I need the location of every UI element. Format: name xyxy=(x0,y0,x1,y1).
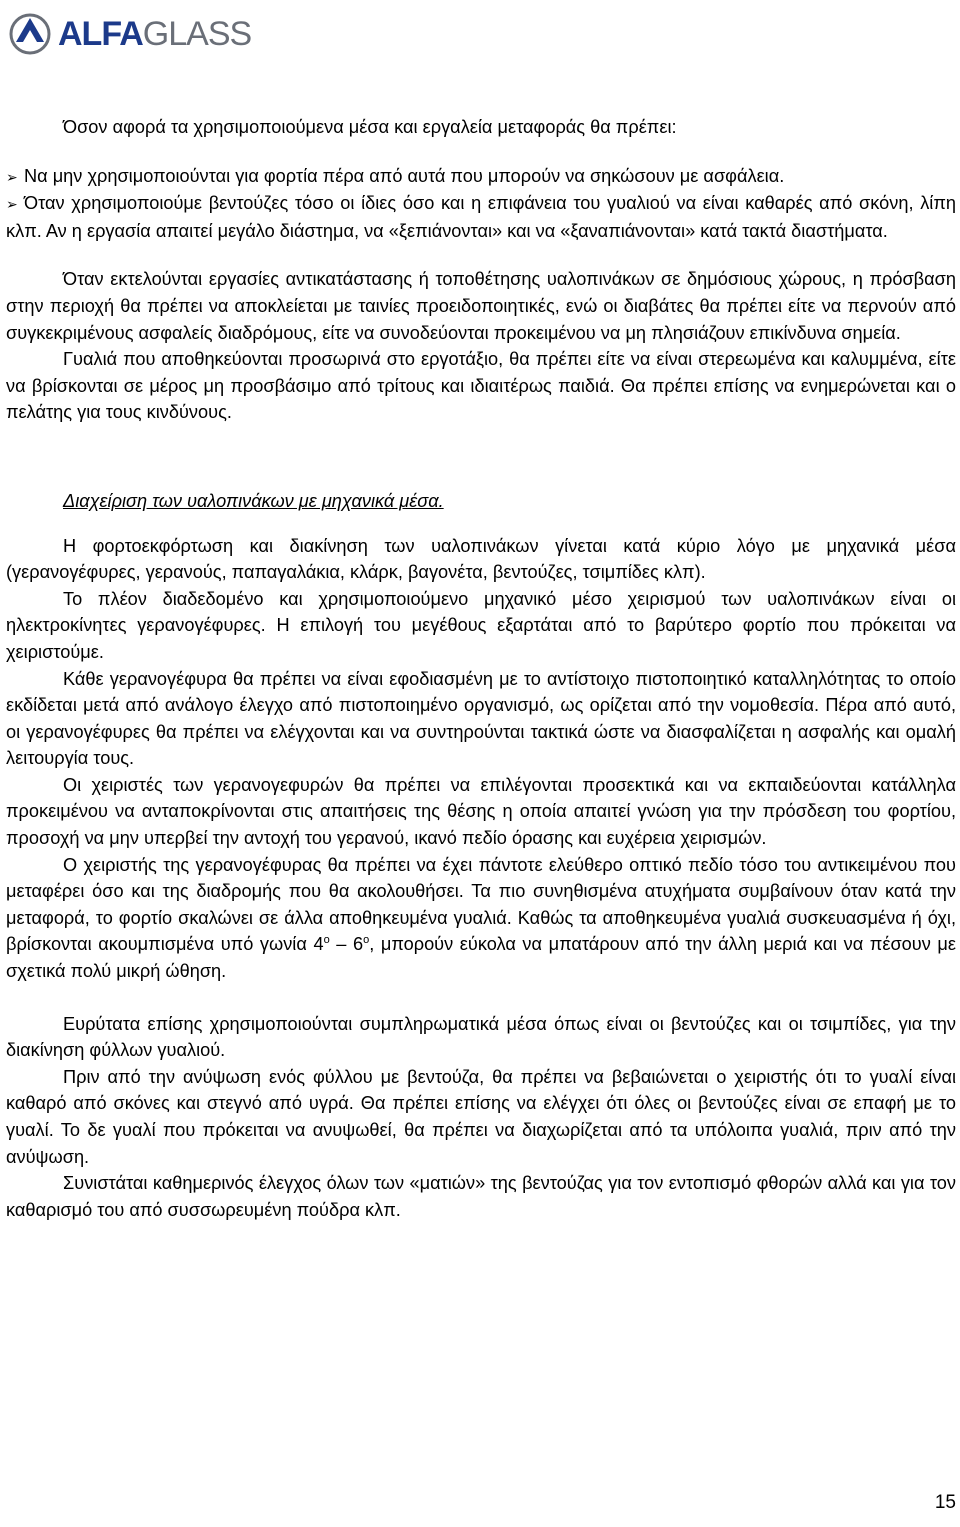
logo-part-alfa: ALFA xyxy=(58,15,143,53)
operator-text-middle: – 6 xyxy=(329,934,364,955)
list-item xyxy=(6,190,956,244)
logo-part-glass: GLASS xyxy=(142,15,252,53)
degree-superscript: ο xyxy=(323,934,330,947)
intro-text: Όσον αφορά τα χρησιμοποιούμενα μέσα και εργαλεία μεταφοράς θα πρέπει: xyxy=(63,117,677,137)
list-item xyxy=(6,163,956,191)
paragraph: Όταν εκτελούνται εργασίες αντικατάστασης ή τοποθέτησης υαλοπινάκων σε δημόσιους χώρους, η πρόσβαση στην περιοχή θα πρέπει να αποκλείεται με ταινίες προειδοποιητικές, ενώ οι διαβάτες θα πρέπει είτε να περνούν από συγκεκριμένους ασφαλείς διαδρόμους, είτε να συνοδεύονται προκειμένου να μη πλησιάζουν επικίνδυνα σημεία. xyxy=(6,269,956,343)
arrow-bullet-icon: ➢ xyxy=(6,196,18,213)
paragraph: Οι χειριστές των γερανογεφυρών θα πρέπει να επιλέγονται προσεκτικά και να εκπαιδεύονται κατάλληλα προκειμένου να ανταποκρίνονται στις απαιτήσεις της θέσης η οποία απαιτεί γνώση για την πρόσδεση του φορτίου, προσοχή να μην υπερβεί την αντοχή του γερανού, ικανό πεδίο όρασης και ευχέρεια χειρισμών. xyxy=(6,774,956,849)
document-body xyxy=(6,114,956,1223)
paragraph: Ευρύτατα επίσης χρησιμοποιούνται συμπληρωματικά μέσα όπως είναι οι βεντούζες και οι τσιμπίδες, για την διακίνηση φύλλων γυαλιού. xyxy=(6,1013,956,1061)
bullet-list xyxy=(6,163,956,245)
paragraph: Πριν από την ανύψωση ενός φύλλου με βεντούζα, θα πρέπει να βεβαιώνεται ο χειριστής ότι το γυαλί είναι καθαρό από σκόνες και στεγνό από υγρά. Θα πρέπει επίσης να ελέγχει ότι όλες οι βεντούζες είναι σε επαφή με το γυαλί. Το δε γυαλί που πρόκειται να ανυψωθεί, θα πρέπει να διαχωρίζεται από τα υπόλοιπα γυαλιά, πριν από την ανύψωση. xyxy=(6,1066,956,1167)
arrow-bullet-icon: ➢ xyxy=(6,168,18,185)
page-number: 15 xyxy=(934,1492,956,1513)
operator-paragraph xyxy=(6,852,956,985)
bullet-text: Να μην χρησιμοποιούνται για φορτία πέρα από αυτά που μπορούν να σηκώσουν με ασφάλεια. xyxy=(24,165,785,186)
degree-superscript: ο xyxy=(363,934,370,947)
paragraph: Συνιστάται καθημερινός έλεγχος όλων των «ματιών» της βεντούζας για τον εντοπισμό φθορών αλλά και για τον καθαρισμό του από συσσωρευμένη πούδρα κλπ. xyxy=(6,1173,956,1220)
paragraph: Η φορτοεκφόρτωση και διακίνηση των υαλοπινάκων γίνεται κατά κύριο λόγο με μηχανικά μέσα (γερανογέφυρες, γερανούς, παπαγαλάκια, κλάρκ, βαγονέτα, βεντούζες, τσιμπίδες κλπ). xyxy=(6,535,956,583)
logo-text xyxy=(58,17,251,51)
alfaglass-mark-icon xyxy=(8,12,54,56)
company-logo xyxy=(8,10,251,58)
operator-text-before: Ο χειριστής της γερανογέφυρας θα πρέπει να έχει πάντοτε ελεύθερο οπτικό πεδίο τόσο του αντικειμένου που μεταφέρει όσο και της διαδρομής που θα ακολουθήσει. Τα πιο συνηθισμένα ατυχήματα συμβαίνουν όταν κατά την μεταφορά, το φορτίο σκαλώνει σε άλλα αποθηκευμένα γυαλιά. Καθώς τα αποθηκευμένα γυαλιά συσκευασμένα ή όχι, βρίσκονται ακουμπισμένα υπό γωνία 4 xyxy=(6,854,956,955)
section-heading: Διαχείριση των υαλοπινάκων με μηχανικά μέσα. xyxy=(63,490,444,511)
paragraph: Κάθε γερανογέφυρα θα πρέπει να είναι εφοδιασμένη με το αντίστοιχο πιστοποιητικό καταλληλότητας το οποίο εκδίδεται μετά από ανάλογο έλεγχο από πιστοποιημένο οργανισμό, ως ορίζεται από την νομοθεσία. Πέρα από αυτό, οι γερανογέφυρες θα πρέπει να ελέγχονται και να συντηρούνται τακτικά ώστε να διασφαλίζεται η ασφαλής και ομαλή λειτουργία τους. xyxy=(6,668,956,769)
paragraph: Το πλέον διαδεδομένο και χρησιμοποιούμενο μηχανικό μέσο χειρισμού των υαλοπινάκων είναι οι ηλεκτροκίνητες γερανογέφυρες. Η επιλογή του μεγέθους εξαρτάται από το βαρύτερο φορτίο που πρόκειται να χειριστούμε. xyxy=(6,588,956,662)
operator-text-after: , μπορούν εύκολα να μπατάρουν από την άλλη μεριά και να πέσουν με σχετικά πολύ μικρή ώθηση. xyxy=(6,934,956,982)
bullet-text: Όταν χρησιμοποιούμε βεντούζες τόσο οι ίδιες όσο και η επιφάνεια του γυαλιού να είναι καθαρές από σκόνη, λίπη κλπ. Αν η εργασία απαιτεί μεγάλο διάστημα, να «ξεπιάνονται» και να «ξαναπιάνονται» κατά τακτά διαστήματα. xyxy=(6,193,956,241)
paragraph: Γυαλιά που αποθηκεύονται προσωρινά στο εργοτάξιο, θα πρέπει είτε να είναι στερεωμένα και καλυμμένα, είτε να βρίσκονται σε μέρος μη προσβάσιμο από τρίτους και ιδιαιτέρως παιδιά. Θα πρέπει επίσης να ενημερώνεται και ο πελάτης για τους κινδύνους. xyxy=(6,349,956,423)
